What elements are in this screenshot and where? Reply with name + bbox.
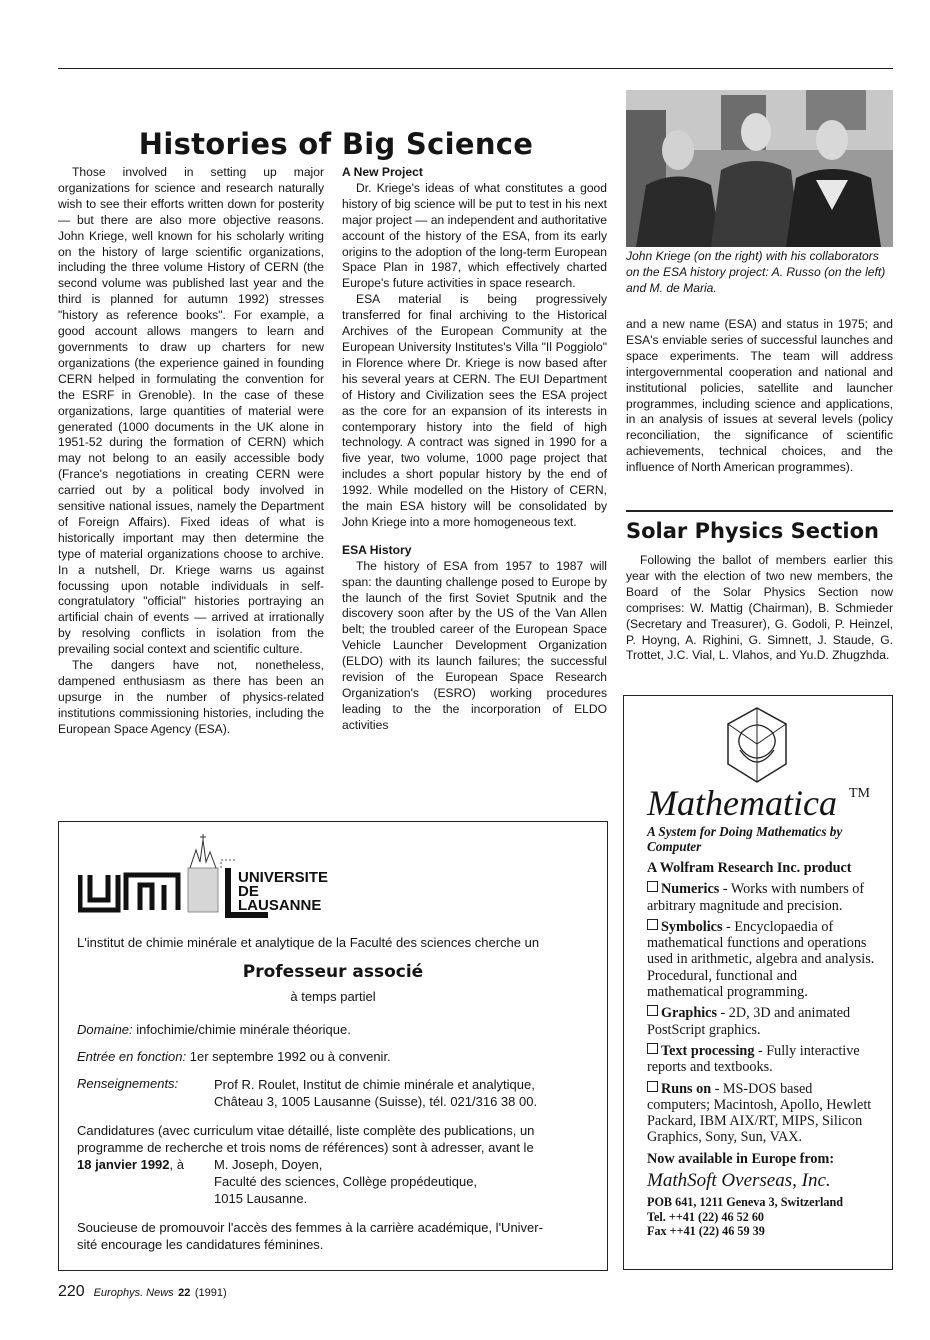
mathematica-advertisement <box>623 695 893 1270</box>
article-column-3 <box>626 317 893 476</box>
mathematica-product-line: A Wolfram Research Inc. product <box>647 860 852 876</box>
checkbox-icon <box>647 1043 658 1054</box>
domaine-line: Domaine: infochimie/chimie minérale théorique. <box>77 1022 351 1037</box>
section-rule <box>626 510 893 512</box>
paragraph: Those involved in setting up major organizations for science and research naturally wish to see their efforts written down for posterity — but there are also more objective reasons. John Kriege, well known for his scholarly writing on the history of large scientific organizations, including the three volume History of CERN (the second volume was published last year and the third is planned for autumn 1992) stresses "history as reference books". For example, a good account allows mangers to learn and governments to draw up charters for new organizations (the experience gained in founding CERN helped in formulating the convention for the ESRF in Grenoble). In the case of these organizations, large quantities of material were generated (1000 documents in the UK alone in 1951-52 during the formation of CERN) which may not belong to an easily accessible body (France's negotiations in creating CERN were carried out by a political body involved in sensitive national issues, namely the Department of Foreign Affairs). Fixed ideas of what is historically important may then determine the type of material organizations choose to archive. In a nutshell, Dr. Kriege warns us against focussing upon notable individuals in self-congratulatory "official" histories portraying an artificial chain of events — arrived at irrationally by resolving conflicts in isolation from the prevailing social context and scientific culture. <box>58 165 324 657</box>
mathematica-subtitle: A System for Doing Mathematics by Computer <box>647 824 843 854</box>
volume-number: 22 <box>178 1287 191 1299</box>
paragraph: ESA material is being progressively transferred for final archiving to the Historical Archives of the European Community at the European University Institutes's Villa "Il Poggiolo" in Florence where Dr. Kriege is now based after his several years at CERN. The EUI Department of History and Civilization sees the ESA project as the core for an expansion of its interests in contemporary history into the field of high technology. A contract was signed in 1990 for a five year, two volume, 1000 page project that includes a short popular history by the end of 1992. While modelled on the History of CERN, the main ESA history will be consolidated by John Kriege into a more homogeneous text. <box>342 292 607 529</box>
checkbox-icon <box>647 881 658 892</box>
feature-item: Text processing - Fully interactive reports and textbooks. <box>647 1042 860 1076</box>
lausanne-job-advertisement <box>58 821 608 1271</box>
paragraph: The dangers have not, nonetheless, dampened enthusiasm as there has been an upsurge in the number of physics-related institutions commissioning histories, including the European Space Agency (ESA). <box>58 658 324 736</box>
section-heading: ESA History <box>342 542 412 557</box>
start-date-line: Entrée en fonction: 1er septembre 1992 ou à convenir. <box>77 1049 391 1064</box>
mathematica-wordmark: Mathematica <box>647 783 837 823</box>
page-footer <box>58 1283 227 1301</box>
position-subtitle: à temps partiel <box>290 989 376 1004</box>
feature-item: Numerics - Works with numbers of arbitrary magnitude and precision. <box>647 881 865 914</box>
article-title: Histories of Big Science <box>138 127 534 162</box>
trademark: TM <box>849 786 870 801</box>
institute-line: L'institut de chimie minérale et analytique de la Faculté des sciences cherche un <box>77 935 540 950</box>
photo-caption: John Kriege (on the right) with his collaborators on the ESA history project: A. Russo (on the left) and M. de Maria. <box>626 249 886 295</box>
group-photo <box>626 90 893 247</box>
availability-line: Now available in Europe from: <box>647 1150 835 1167</box>
solar-section-text <box>626 553 893 664</box>
distributor-name: MathSoft Overseas, Inc. <box>647 1170 831 1192</box>
deadline: 18 janvier 1992 <box>77 1157 170 1172</box>
publication-name: Europhys. News <box>93 1287 174 1299</box>
checkbox-icon <box>647 1081 658 1092</box>
top-rule <box>58 68 893 69</box>
equal-opportunity-note: Soucieuse de promouvoir l'accès des femmes à la carrière académique, l'Univer- sité encourage les candidatures féminines. <box>77 1220 543 1252</box>
feature-item: Graphics - 2D, 3D and animated PostScript graphics. <box>647 1005 851 1038</box>
university-logo <box>78 830 338 930</box>
checkbox-icon <box>647 919 658 930</box>
solar-section-title: Solar Physics Section <box>626 519 880 543</box>
article-column-1 <box>58 165 324 738</box>
distributor-phone: Tel. ++41 (22) 46 52 60 <box>647 1209 765 1224</box>
distributor-fax: Fax ++41 (22) 46 59 39 <box>647 1223 765 1238</box>
position-title: Professeur associé <box>242 962 424 982</box>
paragraph: Following the ballot of members earlier this year with the election of two new members, the Board of the Solar Physics Section now comprises: W. Mattig (Chairman), B. Schmieder (Secretary and Treasurer), G. Godoli, P. Heinzel, P. Hoyng, A. Righini, G. Simnett, J. Staude, G. Trottet, J.C. Vial, L. Vlahos, and Yu.D. Zhugzhda. <box>626 553 893 663</box>
feature-item: Symbolics - Encyclopaedia of mathematical functions and operations used in arithmetic, algebra and analysis. Procedural, functional and mathematical programming. <box>647 918 875 1001</box>
paragraph: and a new name (ESA) and status in 1975; and ESA's enviable series of successful launches and space experiments. The team will address intergovernmental cooperation and national and institutional policies, satellite and launcher programmes, including science and applications, in an analysis of issues at several levels (policy reconciliation, the significance of scientific achievements, technical choices, and the influence of North American programmes). <box>626 317 893 475</box>
paragraph: Dr. Kriege's ideas of what constitutes a good history of big science will be put to test in his next major project — an independent and authoritative account of the history of the ESA, from its early origins to the adoption of the long-term European Space Plan in 1987, which effectively charted Europe's future activities in space research. <box>342 180 607 291</box>
contact-address: M. Joseph, Doyen, Faculté des sciences, Collège propédeutique, 1015 Lausanne. <box>214 1157 478 1206</box>
page-number: 220 <box>58 1283 85 1300</box>
logo-text: LAUSANNE <box>238 897 322 914</box>
checkbox-icon <box>647 1005 658 1016</box>
information-label: Renseignements: <box>77 1076 179 1091</box>
mathematica-body <box>647 824 877 1238</box>
mathematica-logo-icon <box>722 704 792 786</box>
publication-year: (1991) <box>194 1287 227 1299</box>
distributor-address: POB 641, 1211 Geneva 3, Switzerland <box>647 1195 844 1210</box>
application-instructions: Candidatures (avec curriculum vitae détaillé, liste complète des publications, un programme de recherche et trois noms de références) sont à adresser, avant le 18 janvier 1992, à <box>77 1123 535 1172</box>
paragraph: The history of ESA from 1957 to 1987 will span: the daunting challenge posed to Europe by the launch of the first Soviet Sputnik and the discovery soon after by the US of the Van Allen belt; the troubled career of the European Space Vehicle Launcher Development Organization (ELDO) with its launch failures; the successful revision of the European Space Research Organization's (ESRO) working procedures leading to the the incorporation of ELDO activities <box>342 558 607 732</box>
information-details: Prof R. Roulet, Institut de chimie minérale et analytique, Château 3, 1005 Lausanne (Suisse), tél. 021/316 38 00. <box>214 1077 538 1109</box>
logo-text: UNIVERSITE <box>238 869 329 886</box>
article-column-2 <box>342 165 607 734</box>
logo-text: DE <box>238 883 259 900</box>
feature-item: Runs on - MS-DOS based computers; Macintosh, Apollo, Hewlett Packard, IBM AIX/RT, MIPS, Silicon Graphics, Sony, Sun, VAX. <box>647 1080 872 1146</box>
section-heading: A New Project <box>342 165 423 179</box>
